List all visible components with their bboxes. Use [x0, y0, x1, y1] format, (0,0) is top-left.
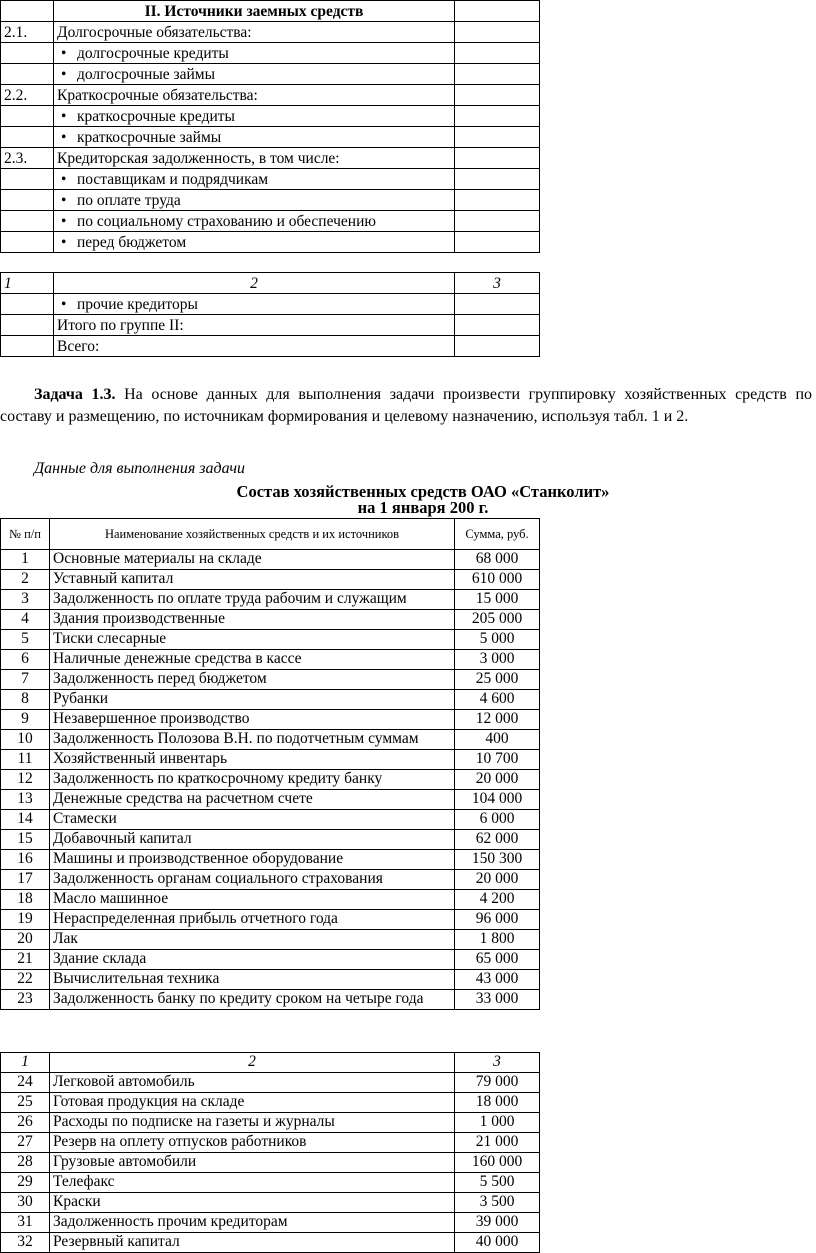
row-name: Задолженность перед бюджетом — [50, 670, 455, 690]
row-name: Наличные денежные средства в кассе — [50, 650, 455, 670]
task-label: Задача 1.3. — [34, 386, 116, 403]
row-number — [1, 336, 54, 357]
table-row — [1, 315, 540, 336]
row-amount: 20 000 — [455, 870, 540, 890]
row-number: 29 — [1, 1173, 50, 1193]
row-label: Всего: — [54, 336, 455, 357]
table-row — [1, 630, 540, 650]
row-name: Основные материалы на складе — [50, 550, 455, 570]
borrowed-funds-table — [0, 0, 540, 253]
table-row — [1, 64, 540, 85]
bullet-item: • по оплате труда — [54, 190, 455, 211]
table-row — [1, 1113, 540, 1133]
row-number: 14 — [1, 810, 50, 830]
row-name: Задолженность Полозова В.Н. по подотчетным суммам — [50, 730, 455, 750]
row-name: Задолженность по оплате труда рабочим и служащим — [50, 590, 455, 610]
row-amount: 4 200 — [455, 890, 540, 910]
table-row — [1, 870, 540, 890]
row-number: 15 — [1, 830, 50, 850]
table-row — [1, 1233, 540, 1253]
table-row — [1, 990, 540, 1010]
row-number: 7 — [1, 670, 50, 690]
amount-cell — [455, 148, 540, 169]
row-amount: 5 500 — [455, 1173, 540, 1193]
table-row — [1, 1193, 540, 1213]
table-row — [1, 590, 540, 610]
row-name: Лак — [50, 930, 455, 950]
row-amount: 4 600 — [455, 690, 540, 710]
row-number: 26 — [1, 1113, 50, 1133]
bullet-item: • прочие кредиторы — [54, 294, 455, 315]
row-amount: 5 000 — [455, 630, 540, 650]
row-name: Телефакс — [50, 1173, 455, 1193]
col-number-1: 1 — [1, 273, 54, 294]
row-label: Итого по группе II: — [54, 315, 455, 336]
row-name: Вычислительная техника — [50, 970, 455, 990]
table-row — [1, 85, 540, 106]
table-row — [1, 770, 540, 790]
row-amount: 160 000 — [455, 1153, 540, 1173]
row-number: 28 — [1, 1153, 50, 1173]
row-amount: 15 000 — [455, 590, 540, 610]
amount-cell — [455, 106, 540, 127]
table-row — [1, 550, 540, 570]
table-row — [1, 890, 540, 910]
row-number: 2.1. — [1, 22, 54, 43]
row-name: Хозяйственный инвентарь — [50, 750, 455, 770]
row-amount: 20 000 — [455, 770, 540, 790]
header-num: № п/п — [1, 519, 50, 550]
table-row — [1, 750, 540, 770]
row-amount: 79 000 — [455, 1073, 540, 1093]
row-amount: 1 000 — [455, 1113, 540, 1133]
table-row — [1, 850, 540, 870]
row-amount: 400 — [455, 730, 540, 750]
row-number: 3 — [1, 590, 50, 610]
row-number: 31 — [1, 1213, 50, 1233]
amount-cell — [455, 43, 540, 64]
table-row — [1, 43, 540, 64]
amount-cell — [455, 64, 540, 85]
table-row — [1, 910, 540, 930]
row-name: Рубанки — [50, 690, 455, 710]
row-amount: 6 000 — [455, 810, 540, 830]
table-row — [1, 570, 540, 590]
row-amount: 65 000 — [455, 950, 540, 970]
row-number: 2 — [1, 570, 50, 590]
table-row — [1, 950, 540, 970]
row-name: Резервный капитал — [50, 1233, 455, 1253]
row-number: 10 — [1, 730, 50, 750]
table-row — [1, 190, 540, 211]
row-number: 6 — [1, 650, 50, 670]
row-name: Здание склада — [50, 950, 455, 970]
amount-cell — [455, 232, 540, 253]
amount-cell — [455, 190, 540, 211]
table-row — [1, 1073, 540, 1093]
row-number: 25 — [1, 1093, 50, 1113]
row-number: 5 — [1, 630, 50, 650]
bullet-item: • краткосрочные займы — [54, 127, 455, 148]
amount-cell — [455, 169, 540, 190]
row-name: Расходы по подписке на газеты и журналы — [50, 1113, 455, 1133]
row-number: 21 — [1, 950, 50, 970]
row-amount: 104 000 — [455, 790, 540, 810]
table-row — [1, 211, 540, 232]
row-amount: 205 000 — [455, 610, 540, 630]
col-number-2: 2 — [50, 1053, 455, 1073]
section-header: II. Источники заемных средств — [54, 1, 455, 22]
amount-cell — [455, 294, 540, 315]
row-label: Краткосрочные обязательства: — [54, 85, 455, 106]
row-label: Долгосрочные обязательства: — [54, 22, 455, 43]
table-row — [1, 106, 540, 127]
row-number — [1, 211, 54, 232]
amount-cell — [455, 127, 540, 148]
table-row — [1, 970, 540, 990]
row-amount: 18 000 — [455, 1093, 540, 1113]
row-amount: 1 800 — [455, 930, 540, 950]
row-number: 24 — [1, 1073, 50, 1093]
task-paragraph — [0, 384, 812, 428]
table-row — [1, 1133, 540, 1153]
row-number: 8 — [1, 690, 50, 710]
table-row — [1, 1173, 540, 1193]
row-amount: 96 000 — [455, 910, 540, 930]
table-row — [1, 670, 540, 690]
table-subtitle: на 1 января 200 г. — [357, 498, 489, 517]
row-amount: 43 000 — [455, 970, 540, 990]
table-row — [1, 930, 540, 950]
row-name: Краски — [50, 1193, 455, 1213]
row-number: 13 — [1, 790, 50, 810]
row-number — [1, 232, 54, 253]
row-number: 20 — [1, 930, 50, 950]
row-number: 27 — [1, 1133, 50, 1153]
row-name: Масло машинное — [50, 890, 455, 910]
col-number-3: 3 — [455, 1053, 540, 1073]
data-label: Данные для выполнения задачи — [34, 460, 246, 477]
row-amount: 68 000 — [455, 550, 540, 570]
row-amount: 150 300 — [455, 850, 540, 870]
row-amount: 39 000 — [455, 1213, 540, 1233]
row-name: Здания производственные — [50, 610, 455, 630]
row-number — [1, 169, 54, 190]
table-row — [1, 232, 540, 253]
bullet-item: • по социальному страхованию и обеспечению — [54, 211, 455, 232]
row-name: Задолженность прочим кредиторам — [50, 1213, 455, 1233]
table-row — [1, 294, 540, 315]
row-number: 19 — [1, 910, 50, 930]
table-row — [1, 690, 540, 710]
table-row — [1, 169, 540, 190]
row-number: 30 — [1, 1193, 50, 1213]
row-amount: 40 000 — [455, 1233, 540, 1253]
table-row — [1, 22, 540, 43]
bullet-item: • долгосрочные займы — [54, 64, 455, 85]
amount-cell — [455, 211, 540, 232]
col-number-2: 2 — [54, 273, 455, 294]
amount-cell — [455, 1, 540, 22]
row-amount: 33 000 — [455, 990, 540, 1010]
table-row — [1, 148, 540, 169]
row-number — [1, 315, 54, 336]
row-number: 11 — [1, 750, 50, 770]
row-number — [1, 64, 54, 85]
row-number — [1, 106, 54, 127]
row-number: 17 — [1, 870, 50, 890]
table-row — [1, 1153, 540, 1173]
table-row — [1, 790, 540, 810]
row-number: 16 — [1, 850, 50, 870]
table-row — [1, 1213, 540, 1233]
row-name: Машины и производственное оборудование — [50, 850, 455, 870]
amount-cell — [455, 85, 540, 106]
row-name: Добавочный капитал — [50, 830, 455, 850]
row-amount: 610 000 — [455, 570, 540, 590]
row-number — [1, 43, 54, 64]
row-amount: 62 000 — [455, 830, 540, 850]
header-amount: Сумма, руб. — [455, 519, 540, 550]
row-name: Задолженность банку по кредиту сроком на четыре года — [50, 990, 455, 1010]
row-name: Незавершенное производство — [50, 710, 455, 730]
row-name: Готовая продукция на складе — [50, 1093, 455, 1113]
table-title: Состав хозяйственных средств ОАО «Станколит» — [236, 482, 610, 501]
table-row — [1, 610, 540, 630]
col-number-3: 3 — [455, 273, 540, 294]
table-row — [1, 830, 540, 850]
row-name: Задолженность по краткосрочному кредиту банку — [50, 770, 455, 790]
row-number: 1 — [1, 550, 50, 570]
row-number: 9 — [1, 710, 50, 730]
row-name: Стамески — [50, 810, 455, 830]
row-amount: 21 000 — [455, 1133, 540, 1153]
row-number: 22 — [1, 970, 50, 990]
table-row — [1, 650, 540, 670]
table-row — [1, 127, 540, 148]
row-number — [1, 190, 54, 211]
bullet-item: • перед бюджетом — [54, 232, 455, 253]
row-amount: 3 500 — [455, 1193, 540, 1213]
row-name: Нераспределенная прибыль отчетного года — [50, 910, 455, 930]
bullet-item: • поставщикам и подрядчикам — [54, 169, 455, 190]
row-number: 32 — [1, 1233, 50, 1253]
table-row — [1, 810, 540, 830]
row-name: Уставный капитал — [50, 570, 455, 590]
bullet-item: • краткосрочные кредиты — [54, 106, 455, 127]
row-name: Задолженность органам социального страхования — [50, 870, 455, 890]
borrowed-funds-table-continuation — [0, 272, 540, 357]
row-amount: 12 000 — [455, 710, 540, 730]
row-number — [1, 294, 54, 315]
header-num-cell — [1, 1, 54, 22]
row-name: Резерв на оплету отпусков работников — [50, 1133, 455, 1153]
amount-cell — [455, 336, 540, 357]
row-number: 18 — [1, 890, 50, 910]
assets-table-continuation — [0, 1052, 540, 1253]
table-row — [1, 730, 540, 750]
row-number: 4 — [1, 610, 50, 630]
row-name: Грузовые автомобили — [50, 1153, 455, 1173]
amount-cell — [455, 315, 540, 336]
row-number: 12 — [1, 770, 50, 790]
row-name: Легковой автомобиль — [50, 1073, 455, 1093]
assets-table — [0, 518, 540, 1010]
row-number — [1, 127, 54, 148]
row-amount: 10 700 — [455, 750, 540, 770]
row-number: 2.3. — [1, 148, 54, 169]
table-row — [1, 336, 540, 357]
row-number: 2.2. — [1, 85, 54, 106]
row-number: 23 — [1, 990, 50, 1010]
row-label: Кредиторская задолженность, в том числе: — [54, 148, 455, 169]
col-number-1: 1 — [1, 1053, 50, 1073]
table-row — [1, 710, 540, 730]
amount-cell — [455, 22, 540, 43]
task-text: На основе данных для выполнения задачи произвести группировку хозяйственных средств по составу и размещению, по источникам формирования и целевому назначению, используя табл. 1 и 2. — [0, 386, 813, 425]
bullet-item: • долгосрочные кредиты — [54, 43, 455, 64]
row-amount: 3 000 — [455, 650, 540, 670]
row-name: Денежные средства на расчетном счете — [50, 790, 455, 810]
header-name: Наименование хозяйственных средств и их источников — [50, 519, 455, 550]
row-name: Тиски слесарные — [50, 630, 455, 650]
table-row — [1, 1093, 540, 1113]
row-amount: 25 000 — [455, 670, 540, 690]
